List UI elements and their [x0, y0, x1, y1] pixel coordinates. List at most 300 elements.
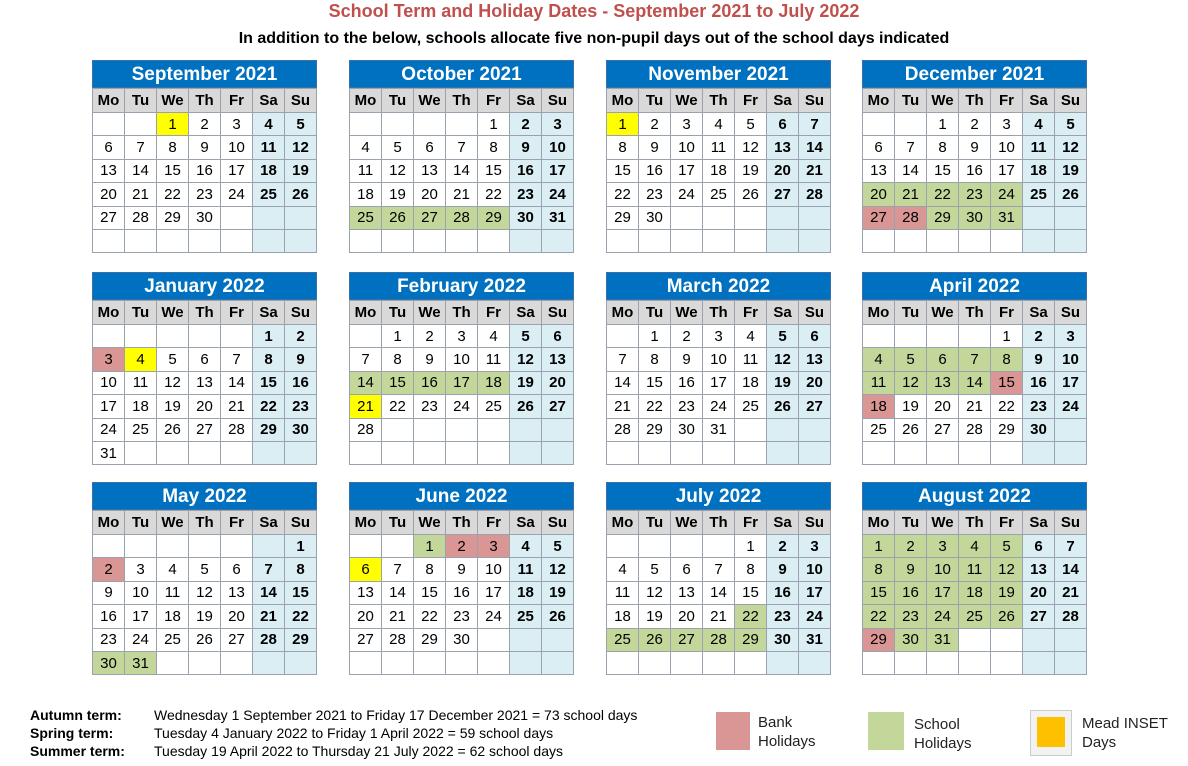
- day-cell: 3: [1055, 325, 1087, 348]
- empty-cell: [285, 651, 317, 674]
- weekday-header: Th: [446, 89, 478, 113]
- day-cell: 15: [285, 581, 317, 604]
- day-cell: 2: [639, 113, 671, 136]
- day-cell: 24: [125, 628, 157, 651]
- day-cell: 4: [703, 113, 735, 136]
- day-cell: 6: [221, 558, 253, 581]
- day-cell: 11: [735, 348, 767, 371]
- weekday-header: Fr: [221, 89, 253, 113]
- day-cell: 11: [253, 136, 285, 159]
- day-cell: 15: [382, 371, 414, 394]
- day-cell: 18: [959, 581, 991, 604]
- day-cell: 27: [414, 206, 446, 229]
- day-cell: 23: [639, 183, 671, 206]
- empty-cell: [510, 628, 542, 651]
- empty-cell: [510, 229, 542, 252]
- day-cell: 30: [93, 651, 125, 674]
- empty-cell: [189, 441, 221, 464]
- weekday-header: Fr: [478, 89, 510, 113]
- day-cell: 16: [510, 159, 542, 182]
- empty-cell: [414, 651, 446, 674]
- day-cell: 12: [639, 581, 671, 604]
- day-cell: 28: [253, 628, 285, 651]
- weekday-header: Fr: [735, 511, 767, 535]
- day-cell: 19: [542, 581, 574, 604]
- day-cell: 30: [671, 418, 703, 441]
- empty-cell: [189, 651, 221, 674]
- weekday-header: Sa: [1023, 89, 1055, 113]
- day-cell: 4: [607, 558, 639, 581]
- day-cell: 11: [125, 371, 157, 394]
- day-cell: 22: [285, 605, 317, 628]
- day-cell: 20: [1023, 581, 1055, 604]
- empty-cell: [93, 535, 125, 558]
- day-cell: 25: [607, 628, 639, 651]
- day-cell: 17: [478, 581, 510, 604]
- day-cell: 12: [285, 136, 317, 159]
- day-cell: 24: [799, 605, 831, 628]
- day-cell: 28: [895, 206, 927, 229]
- day-cell: 20: [542, 371, 574, 394]
- day-cell: 1: [414, 535, 446, 558]
- empty-cell: [863, 229, 895, 252]
- day-cell: 27: [221, 628, 253, 651]
- day-cell: 13: [414, 159, 446, 182]
- day-cell: 25: [350, 206, 382, 229]
- day-cell: 25: [863, 418, 895, 441]
- day-cell: 14: [799, 136, 831, 159]
- day-cell: 7: [253, 558, 285, 581]
- day-cell: 15: [478, 159, 510, 182]
- day-cell: 12: [991, 558, 1023, 581]
- day-cell: 16: [959, 159, 991, 182]
- empty-cell: [799, 651, 831, 674]
- empty-cell: [253, 535, 285, 558]
- weekday-header: Su: [542, 89, 574, 113]
- day-cell: 16: [414, 371, 446, 394]
- day-cell: 10: [927, 558, 959, 581]
- empty-cell: [382, 229, 414, 252]
- day-cell: 23: [895, 605, 927, 628]
- weekday-header: Mo: [350, 511, 382, 535]
- day-cell: 1: [157, 113, 189, 136]
- day-cell: 13: [1023, 558, 1055, 581]
- empty-cell: [639, 535, 671, 558]
- empty-cell: [157, 535, 189, 558]
- legend-inset-swatch: [1030, 710, 1072, 756]
- empty-cell: [703, 535, 735, 558]
- day-cell: 18: [510, 581, 542, 604]
- day-cell: 21: [382, 605, 414, 628]
- weekday-header: Tu: [125, 301, 157, 325]
- day-cell: 13: [799, 348, 831, 371]
- legend-school-line2: Holidays: [914, 735, 972, 752]
- day-cell: 10: [703, 348, 735, 371]
- day-cell: 22: [253, 395, 285, 418]
- day-cell: 11: [607, 581, 639, 604]
- day-cell: 22: [639, 395, 671, 418]
- empty-cell: [1055, 628, 1087, 651]
- day-cell: 23: [446, 605, 478, 628]
- day-cell: 30: [639, 206, 671, 229]
- weekday-header: Tu: [639, 511, 671, 535]
- term-label: Autumn term:: [30, 707, 122, 723]
- day-cell: 9: [895, 558, 927, 581]
- day-cell: 7: [607, 348, 639, 371]
- empty-cell: [607, 651, 639, 674]
- weekday-header: We: [671, 511, 703, 535]
- month-title: December 2021: [862, 60, 1087, 88]
- day-cell: 5: [285, 113, 317, 136]
- day-cell: 26: [895, 418, 927, 441]
- day-cell: 9: [414, 348, 446, 371]
- empty-cell: [735, 441, 767, 464]
- day-cell: 14: [350, 371, 382, 394]
- day-cell: 23: [510, 183, 542, 206]
- day-cell: 3: [221, 113, 253, 136]
- day-cell: 13: [350, 581, 382, 604]
- day-cell: 20: [863, 183, 895, 206]
- day-cell: 25: [157, 628, 189, 651]
- day-cell: 2: [189, 113, 221, 136]
- day-cell: 23: [959, 183, 991, 206]
- day-cell: 28: [382, 628, 414, 651]
- day-cell: 13: [927, 371, 959, 394]
- day-cell: 6: [799, 325, 831, 348]
- day-cell: 18: [735, 371, 767, 394]
- empty-cell: [703, 229, 735, 252]
- weekday-header: Sa: [767, 89, 799, 113]
- day-cell: 29: [478, 206, 510, 229]
- day-cell: 24: [93, 418, 125, 441]
- weekday-header: We: [414, 301, 446, 325]
- day-cell: 7: [125, 136, 157, 159]
- day-cell: 18: [125, 395, 157, 418]
- day-cell: 26: [767, 395, 799, 418]
- day-cell: 27: [93, 206, 125, 229]
- day-cell: 28: [221, 418, 253, 441]
- day-cell: 27: [799, 395, 831, 418]
- day-cell: 19: [991, 581, 1023, 604]
- day-cell: 29: [991, 418, 1023, 441]
- day-cell: 7: [959, 348, 991, 371]
- weekday-header: Su: [1055, 301, 1087, 325]
- empty-cell: [542, 441, 574, 464]
- day-cell: 9: [446, 558, 478, 581]
- weekday-header: Tu: [125, 511, 157, 535]
- weekday-header: Mo: [607, 301, 639, 325]
- day-cell: 18: [1023, 159, 1055, 182]
- empty-cell: [735, 418, 767, 441]
- legend-inset-line1: Mead INSET: [1082, 715, 1168, 732]
- weekday-header: We: [927, 511, 959, 535]
- day-cell: 24: [478, 605, 510, 628]
- day-cell: 19: [157, 395, 189, 418]
- empty-cell: [959, 229, 991, 252]
- day-cell: 17: [446, 371, 478, 394]
- day-cell: 1: [735, 535, 767, 558]
- day-cell: 4: [253, 113, 285, 136]
- day-cell: 25: [1023, 183, 1055, 206]
- day-cell: 28: [703, 628, 735, 651]
- day-cell: 8: [414, 558, 446, 581]
- day-cell: 10: [478, 558, 510, 581]
- weekday-header: We: [671, 301, 703, 325]
- day-cell: 15: [157, 159, 189, 182]
- day-cell: 16: [285, 371, 317, 394]
- weekday-header: Tu: [639, 301, 671, 325]
- day-cell: 12: [157, 371, 189, 394]
- day-cell: 4: [510, 535, 542, 558]
- weekday-header: Tu: [895, 301, 927, 325]
- day-cell: 19: [382, 183, 414, 206]
- day-cell: 19: [510, 371, 542, 394]
- weekday-header: Th: [189, 89, 221, 113]
- empty-cell: [1023, 441, 1055, 464]
- day-cell: 10: [991, 136, 1023, 159]
- weekday-header: Th: [959, 511, 991, 535]
- legend-bank-swatch: [716, 712, 750, 750]
- day-cell: 20: [927, 395, 959, 418]
- day-cell: 24: [1055, 395, 1087, 418]
- day-cell: 5: [542, 535, 574, 558]
- day-cell: 30: [510, 206, 542, 229]
- weekday-header: Sa: [1023, 301, 1055, 325]
- empty-cell: [350, 441, 382, 464]
- day-cell: 4: [1023, 113, 1055, 136]
- weekday-header: Su: [1055, 89, 1087, 113]
- day-cell: 11: [959, 558, 991, 581]
- empty-cell: [959, 325, 991, 348]
- weekday-header: We: [157, 301, 189, 325]
- day-cell: 3: [703, 325, 735, 348]
- empty-cell: [959, 441, 991, 464]
- legend-school-label: [914, 715, 972, 753]
- term-row-spring: [30, 724, 704, 742]
- empty-cell: [382, 418, 414, 441]
- day-cell: 2: [93, 558, 125, 581]
- day-cell: 30: [1023, 418, 1055, 441]
- day-cell: 23: [767, 605, 799, 628]
- day-cell: 26: [991, 605, 1023, 628]
- day-cell: 12: [767, 348, 799, 371]
- weekday-header: We: [927, 89, 959, 113]
- day-cell: 19: [639, 605, 671, 628]
- day-cell: 30: [446, 628, 478, 651]
- month-calendar: [92, 272, 317, 465]
- day-cell: 2: [446, 535, 478, 558]
- day-cell: 11: [510, 558, 542, 581]
- day-cell: 28: [125, 206, 157, 229]
- empty-cell: [735, 206, 767, 229]
- month-title: June 2022: [349, 482, 574, 510]
- day-cell: 10: [799, 558, 831, 581]
- empty-cell: [671, 441, 703, 464]
- day-cell: 12: [1055, 136, 1087, 159]
- day-cell: 17: [1055, 371, 1087, 394]
- empty-cell: [671, 651, 703, 674]
- empty-cell: [1055, 651, 1087, 674]
- weekday-header: Sa: [767, 511, 799, 535]
- weekday-header: Th: [703, 89, 735, 113]
- empty-cell: [895, 651, 927, 674]
- day-cell: 3: [991, 113, 1023, 136]
- empty-cell: [93, 113, 125, 136]
- day-cell: 24: [703, 395, 735, 418]
- day-cell: 4: [125, 348, 157, 371]
- empty-cell: [253, 651, 285, 674]
- empty-cell: [607, 229, 639, 252]
- day-cell: 26: [382, 206, 414, 229]
- empty-cell: [125, 113, 157, 136]
- month-calendar: [349, 60, 574, 253]
- day-cell: 9: [510, 136, 542, 159]
- day-cell: 8: [863, 558, 895, 581]
- day-cell: 1: [285, 535, 317, 558]
- day-cell: 21: [253, 605, 285, 628]
- term-row-autumn: [30, 706, 704, 724]
- day-cell: 18: [607, 605, 639, 628]
- day-cell: 5: [639, 558, 671, 581]
- day-cell: 17: [703, 371, 735, 394]
- day-cell: 28: [799, 183, 831, 206]
- day-cell: 27: [671, 628, 703, 651]
- day-cell: 31: [542, 206, 574, 229]
- month-calendar: [349, 272, 574, 465]
- day-cell: 21: [959, 395, 991, 418]
- day-cell: 21: [350, 395, 382, 418]
- month-title: March 2022: [606, 272, 831, 300]
- empty-cell: [671, 535, 703, 558]
- month-calendar: [606, 482, 831, 675]
- day-cell: 30: [189, 206, 221, 229]
- weekday-header: Tu: [639, 89, 671, 113]
- weekday-header: We: [927, 301, 959, 325]
- month-title: February 2022: [349, 272, 574, 300]
- empty-cell: [542, 628, 574, 651]
- day-cell: 18: [863, 395, 895, 418]
- day-cell: 14: [959, 371, 991, 394]
- empty-cell: [991, 651, 1023, 674]
- empty-cell: [607, 325, 639, 348]
- month-title: September 2021: [92, 60, 317, 88]
- day-cell: 1: [607, 113, 639, 136]
- empty-cell: [542, 229, 574, 252]
- weekday-header: Su: [799, 301, 831, 325]
- legend-school-line1: School: [914, 716, 960, 733]
- day-cell: 11: [863, 371, 895, 394]
- weekday-header: We: [414, 89, 446, 113]
- day-cell: 27: [767, 183, 799, 206]
- empty-cell: [157, 441, 189, 464]
- term-label: Summer term:: [30, 743, 125, 759]
- day-cell: 27: [1023, 605, 1055, 628]
- day-cell: 11: [1023, 136, 1055, 159]
- day-cell: 6: [542, 325, 574, 348]
- day-cell: 5: [510, 325, 542, 348]
- day-cell: 25: [125, 418, 157, 441]
- day-cell: 21: [446, 183, 478, 206]
- day-cell: 17: [991, 159, 1023, 182]
- weekday-header: We: [671, 89, 703, 113]
- empty-cell: [991, 628, 1023, 651]
- day-cell: 7: [703, 558, 735, 581]
- empty-cell: [446, 651, 478, 674]
- day-cell: 14: [446, 159, 478, 182]
- day-cell: 6: [350, 558, 382, 581]
- day-cell: 17: [93, 395, 125, 418]
- weekday-header: Tu: [382, 511, 414, 535]
- empty-cell: [767, 206, 799, 229]
- legend-inset-line2: Days: [1082, 734, 1117, 751]
- day-cell: 29: [735, 628, 767, 651]
- day-cell: 22: [157, 183, 189, 206]
- day-cell: 19: [1055, 159, 1087, 182]
- day-cell: 22: [991, 395, 1023, 418]
- day-cell: 22: [607, 183, 639, 206]
- empty-cell: [863, 651, 895, 674]
- empty-cell: [414, 441, 446, 464]
- day-cell: 23: [93, 628, 125, 651]
- empty-cell: [93, 229, 125, 252]
- empty-cell: [221, 206, 253, 229]
- day-cell: 19: [735, 159, 767, 182]
- day-cell: 21: [799, 159, 831, 182]
- day-cell: 7: [221, 348, 253, 371]
- month-calendar: [862, 272, 1087, 465]
- month-calendar: [862, 482, 1087, 675]
- day-cell: 29: [639, 418, 671, 441]
- day-cell: 10: [446, 348, 478, 371]
- day-cell: 3: [671, 113, 703, 136]
- day-cell: 9: [959, 136, 991, 159]
- day-cell: 12: [735, 136, 767, 159]
- day-cell: 21: [607, 395, 639, 418]
- empty-cell: [125, 325, 157, 348]
- weekday-header: Sa: [510, 89, 542, 113]
- empty-cell: [221, 651, 253, 674]
- day-cell: 3: [93, 348, 125, 371]
- day-cell: 13: [863, 159, 895, 182]
- weekday-header: Mo: [93, 301, 125, 325]
- day-cell: 29: [414, 628, 446, 651]
- empty-cell: [895, 441, 927, 464]
- empty-cell: [93, 325, 125, 348]
- empty-cell: [382, 113, 414, 136]
- empty-cell: [350, 651, 382, 674]
- day-cell: 31: [991, 206, 1023, 229]
- day-cell: 21: [1055, 581, 1087, 604]
- day-cell: 13: [767, 136, 799, 159]
- term-text: Tuesday 19 April 2022 to Thursday 21 July 2022 = 62 school days: [154, 743, 563, 759]
- day-cell: 22: [414, 605, 446, 628]
- day-cell: 5: [382, 136, 414, 159]
- page-subtitle: In addition to the below, schools allocate five non-pupil days out of the school days indicated: [238, 30, 950, 47]
- day-cell: 13: [221, 581, 253, 604]
- empty-cell: [799, 229, 831, 252]
- weekday-header: Su: [1055, 511, 1087, 535]
- day-cell: 30: [959, 206, 991, 229]
- day-cell: 9: [1023, 348, 1055, 371]
- weekday-header: Fr: [991, 301, 1023, 325]
- month-calendar: [349, 482, 574, 675]
- empty-cell: [735, 229, 767, 252]
- weekday-header: Mo: [863, 89, 895, 113]
- month-calendar: [862, 60, 1087, 253]
- day-cell: 24: [991, 183, 1023, 206]
- day-cell: 16: [189, 159, 221, 182]
- empty-cell: [1023, 229, 1055, 252]
